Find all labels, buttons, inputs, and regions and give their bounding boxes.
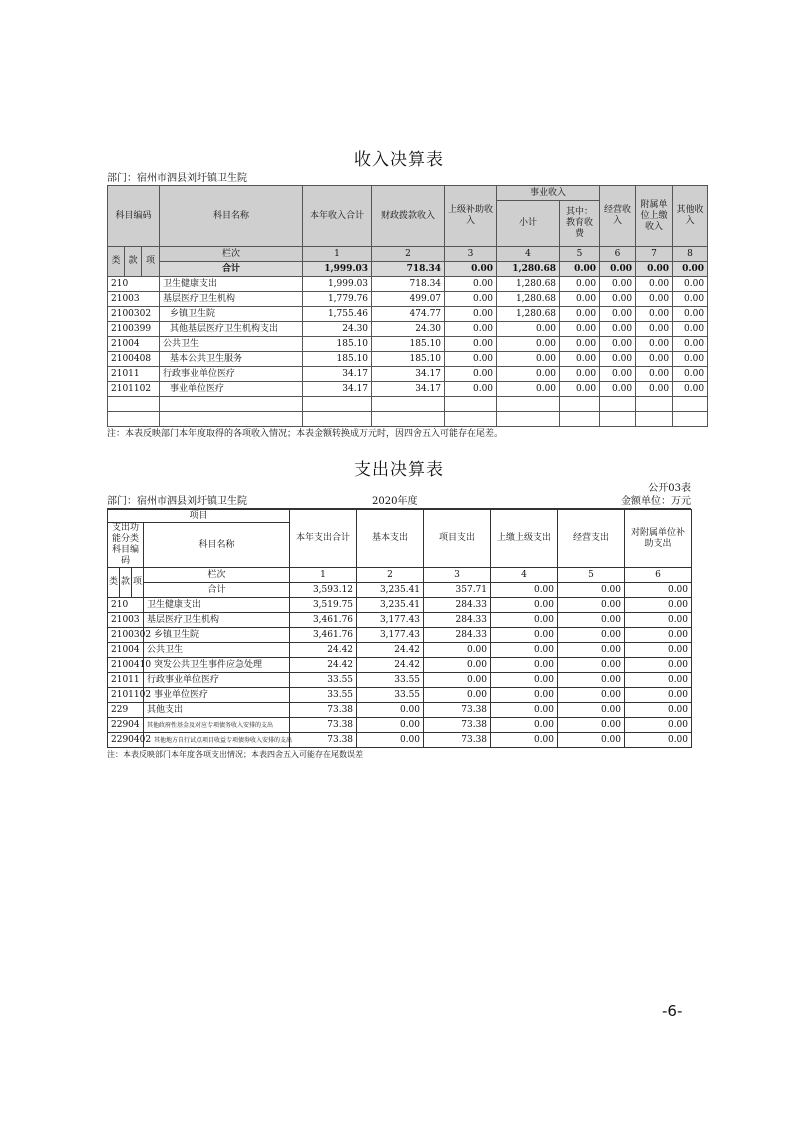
value-cell: 0.00: [497, 352, 560, 367]
value-cell: 0.00: [636, 322, 673, 337]
subject-code: 21004: [108, 643, 144, 658]
page-number: -6-: [662, 1002, 683, 1020]
value-cell: 73.38: [424, 718, 491, 733]
table-row: [108, 277, 708, 292]
hdr-fiscal: 财政拨款收入: [372, 186, 445, 247]
value-cell: 34.17: [303, 382, 372, 397]
subject-name: 乡镇卫生院: [144, 628, 290, 643]
value-cell: 73.38: [424, 703, 491, 718]
value-cell: 0.00: [558, 718, 625, 733]
value-cell: 0.00: [636, 382, 673, 397]
hdr-affiliated: 附属单位上缴收入: [636, 186, 673, 247]
total-cell: 1,280.68: [497, 262, 560, 277]
value-cell: 0.00: [636, 337, 673, 352]
expense-dept: 部门：宿州市泗县刘圩镇卫生院: [107, 496, 247, 507]
col-index: 4: [491, 568, 558, 583]
value-cell: 1,280.68: [497, 277, 560, 292]
subject-code: 22904: [108, 718, 144, 733]
subject-code: 2290402: [108, 733, 144, 748]
col-index: 1: [303, 247, 372, 262]
value-cell: 0.00: [497, 337, 560, 352]
subject-code: 2101102: [108, 382, 160, 397]
value-cell: 0.00: [673, 292, 708, 307]
value-cell: 3,461.76: [290, 613, 357, 628]
value-cell: 33.55: [357, 688, 424, 703]
subject-name: 其他基层医疗卫生机构支出: [160, 322, 303, 337]
expense-year: 2020年度: [372, 496, 418, 507]
table-row: [108, 613, 692, 628]
value-cell: 0.00: [491, 703, 558, 718]
table-row: [108, 598, 692, 613]
subject-code: 2101102: [108, 688, 144, 703]
subject-code: 21003: [108, 613, 144, 628]
hdr-func-code: 支出功能分类科目编码: [108, 523, 144, 568]
value-cell: 0.00: [600, 382, 636, 397]
value-cell: 0.00: [491, 673, 558, 688]
value-cell: 0.00: [600, 277, 636, 292]
subject-code: 210: [108, 598, 144, 613]
col-index: 2: [372, 247, 445, 262]
expense-title: 支出决算表: [354, 460, 444, 480]
value-cell: 1,755.46: [303, 307, 372, 322]
value-cell: 0.00: [636, 292, 673, 307]
col-index: 2: [357, 568, 424, 583]
value-cell: 0.00: [600, 337, 636, 352]
value-cell: 0.00: [625, 688, 692, 703]
value-cell: 0.00: [625, 643, 692, 658]
value-cell: 0.00: [491, 643, 558, 658]
income-table: [107, 185, 708, 427]
value-cell: 185.10: [372, 352, 445, 367]
value-cell: 0.00: [673, 382, 708, 397]
value-cell: 24.42: [290, 643, 357, 658]
value-cell: 34.17: [303, 367, 372, 382]
value-cell: 0.00: [560, 352, 600, 367]
expense-table: [107, 509, 692, 748]
value-cell: 33.55: [357, 673, 424, 688]
subject-name: 卫生健康支出: [160, 277, 303, 292]
expense-note: 注：本表反映部门本年度各项支出情况；本表四舍五入可能存在尾数误差: [107, 750, 363, 759]
subject-name: 基层医疗卫生机构: [144, 613, 290, 628]
hdr-exp-operating: 经营支出: [558, 510, 625, 568]
col-index: 3: [424, 568, 491, 583]
hdr-exp-affiliated: 对附属单位补助支出: [625, 510, 692, 568]
value-cell: 24.42: [357, 658, 424, 673]
table-row: [108, 307, 708, 322]
value-cell: 0.00: [558, 703, 625, 718]
subject-name: 突发公共卫生事件应急处理: [144, 658, 290, 673]
subject-name: 其他支出: [144, 703, 290, 718]
hdr-business-income: 事业收入: [497, 186, 600, 201]
income-dept: 部门：宿州市泗县刘圩镇卫生院: [107, 173, 247, 184]
subject-name: 基本公共卫生服务: [160, 352, 303, 367]
value-cell: 24.30: [303, 322, 372, 337]
subject-code: 21011: [108, 367, 160, 382]
value-cell: 0.00: [491, 718, 558, 733]
total-cell: 0.00: [673, 262, 708, 277]
hdr-other: 其他收入: [673, 186, 708, 247]
value-cell: 0.00: [558, 628, 625, 643]
subject-name: 公共卫生: [144, 643, 290, 658]
value-cell: 0.00: [625, 628, 692, 643]
col-index: 7: [636, 247, 673, 262]
value-cell: 34.17: [372, 367, 445, 382]
value-cell: 0.00: [558, 658, 625, 673]
value-cell: 0.00: [445, 307, 497, 322]
subject-code: 21003: [108, 292, 160, 307]
value-cell: 1,280.68: [497, 292, 560, 307]
value-cell: 0.00: [491, 613, 558, 628]
table-row: [108, 628, 692, 643]
subject-name: 卫生健康支出: [144, 598, 290, 613]
value-cell: 0.00: [491, 733, 558, 748]
hdr-operating: 经营收入: [600, 186, 636, 247]
value-cell: 0.00: [600, 292, 636, 307]
value-cell: 0.00: [673, 337, 708, 352]
total-cell: 0.00: [636, 262, 673, 277]
hdr-superior: 上级补助收入: [445, 186, 497, 247]
total-cell: 3,235.41: [357, 583, 424, 598]
hdr-total-income: 本年收入合计: [303, 186, 372, 247]
table-row: [108, 658, 692, 673]
value-cell: 0.00: [560, 382, 600, 397]
value-cell: 24.42: [290, 658, 357, 673]
total-cell: 0.00: [625, 583, 692, 598]
value-cell: 73.38: [424, 733, 491, 748]
value-cell: 0.00: [625, 733, 692, 748]
value-cell: 3,461.76: [290, 628, 357, 643]
value-cell: 0.00: [445, 382, 497, 397]
value-cell: 0.00: [636, 307, 673, 322]
income-statement: [107, 148, 705, 441]
subject-name: 事业单位医疗: [144, 688, 290, 703]
value-cell: 0.00: [424, 673, 491, 688]
total-cell: 718.34: [372, 262, 445, 277]
table-row: [108, 292, 708, 307]
subject-code: 2100399: [108, 322, 160, 337]
value-cell: 0.00: [497, 322, 560, 337]
hdr-xiang: 项: [142, 247, 160, 277]
table-row: [108, 703, 692, 718]
value-cell: 0.00: [558, 613, 625, 628]
value-cell: 33.55: [290, 673, 357, 688]
table-row: [108, 337, 708, 352]
hdr-subject-code: 科目编码: [108, 186, 160, 247]
value-cell: 499.07: [372, 292, 445, 307]
total-cell: 1,999.03: [303, 262, 372, 277]
value-cell: 0.00: [560, 367, 600, 382]
value-cell: 0.00: [558, 643, 625, 658]
value-cell: 0.00: [497, 367, 560, 382]
value-cell: 0.00: [600, 322, 636, 337]
value-cell: 185.10: [372, 337, 445, 352]
value-cell: 284.33: [424, 613, 491, 628]
col-index: 6: [600, 247, 636, 262]
value-cell: 0.00: [560, 307, 600, 322]
value-cell: 3,235.41: [357, 598, 424, 613]
value-cell: 0.00: [560, 337, 600, 352]
value-cell: 0.00: [673, 352, 708, 367]
value-cell: 0.00: [673, 307, 708, 322]
hdr-kuan: 款: [120, 568, 132, 598]
subject-code: 2100302: [108, 628, 144, 643]
value-cell: 0.00: [445, 322, 497, 337]
hdr-lei: 类: [108, 247, 125, 277]
subject-name: 基层医疗卫生机构: [160, 292, 303, 307]
expense-statement: [107, 458, 691, 762]
value-cell: 0.00: [673, 277, 708, 292]
value-cell: 0.00: [625, 673, 692, 688]
value-cell: 0.00: [625, 613, 692, 628]
value-cell: 0.00: [558, 598, 625, 613]
value-cell: 1,779.76: [303, 292, 372, 307]
col-index: 4: [497, 247, 560, 262]
subject-name: 事业单位医疗: [160, 382, 303, 397]
subject-name: 乡镇卫生院: [160, 307, 303, 322]
value-cell: 0.00: [491, 628, 558, 643]
table-row: [108, 733, 692, 748]
income-title: 收入决算表: [354, 150, 444, 170]
total-cell: 3,593.12: [290, 583, 357, 598]
total-cell: 0.00: [491, 583, 558, 598]
value-cell: 34.17: [372, 382, 445, 397]
value-cell: 0.00: [357, 718, 424, 733]
total-cell: 0.00: [445, 262, 497, 277]
table-row: [108, 718, 692, 733]
total-cell: 0.00: [560, 262, 600, 277]
hdr-kuan: 款: [125, 247, 142, 277]
total-label: 合计: [160, 262, 303, 277]
hdr-exp-subject-name: 科目名称: [144, 523, 290, 568]
value-cell: 0.00: [625, 598, 692, 613]
value-cell: 1,999.03: [303, 277, 372, 292]
value-cell: 0.00: [491, 688, 558, 703]
hdr-project-exp: 项目支出: [424, 510, 491, 568]
value-cell: 0.00: [357, 733, 424, 748]
value-cell: 0.00: [673, 367, 708, 382]
value-cell: 0.00: [558, 688, 625, 703]
subject-code: 2100302: [108, 307, 160, 322]
hdr-exp-total: 本年支出合计: [290, 510, 357, 568]
expense-form-no: 公开03表: [648, 483, 691, 494]
subject-name: 行政事业单位医疗: [160, 367, 303, 382]
table-row: [108, 643, 692, 658]
value-cell: 0.00: [600, 352, 636, 367]
subject-code: 229: [108, 703, 144, 718]
value-cell: 0.00: [491, 658, 558, 673]
value-cell: 73.38: [290, 718, 357, 733]
income-note: 注：本表反映部门本年度取得的各项收入情况；本表金额转换成万元时，因四舍五入可能存在尾差。: [107, 429, 504, 439]
hdr-subject-name: 科目名称: [160, 186, 303, 247]
subject-code: 21011: [108, 673, 144, 688]
value-cell: 3,519.75: [290, 598, 357, 613]
value-cell: 284.33: [424, 628, 491, 643]
value-cell: 0.00: [357, 703, 424, 718]
total-cell: 357.71: [424, 583, 491, 598]
hdr-lanci: 栏次: [160, 247, 303, 262]
value-cell: 0.00: [445, 352, 497, 367]
value-cell: 0.00: [445, 292, 497, 307]
col-index: 5: [560, 247, 600, 262]
hdr-exp-superior: 上缴上级支出: [491, 510, 558, 568]
table-row: [108, 382, 708, 397]
value-cell: 1,280.68: [497, 307, 560, 322]
value-cell: 0.00: [424, 688, 491, 703]
value-cell: 73.38: [290, 703, 357, 718]
value-cell: 3,177.43: [357, 628, 424, 643]
col-index: 3: [445, 247, 497, 262]
subject-name: 公共卫生: [160, 337, 303, 352]
hdr-education: 其中：教育收费: [560, 201, 600, 247]
total-label: 合计: [144, 583, 290, 598]
value-cell: 0.00: [424, 658, 491, 673]
value-cell: 0.00: [560, 292, 600, 307]
value-cell: 3,177.43: [357, 613, 424, 628]
value-cell: 0.00: [445, 367, 497, 382]
value-cell: 0.00: [625, 703, 692, 718]
col-index: 8: [673, 247, 708, 262]
hdr-subtotal: 小计: [497, 201, 560, 247]
value-cell: 0.00: [600, 367, 636, 382]
total-cell: 0.00: [558, 583, 625, 598]
value-cell: 0.00: [625, 718, 692, 733]
col-index: 1: [290, 568, 357, 583]
value-cell: 0.00: [560, 277, 600, 292]
expense-unit: 金额单位：万元: [621, 496, 691, 507]
table-row: [108, 367, 708, 382]
value-cell: 0.00: [636, 277, 673, 292]
subject-code: 210: [108, 277, 160, 292]
hdr-lei: 类: [108, 568, 120, 598]
hdr-basic: 基本支出: [357, 510, 424, 568]
value-cell: 0.00: [600, 307, 636, 322]
value-cell: 185.10: [303, 352, 372, 367]
value-cell: 0.00: [636, 367, 673, 382]
col-index: 5: [558, 568, 625, 583]
table-row: [108, 673, 692, 688]
total-cell: 0.00: [600, 262, 636, 277]
value-cell: 0.00: [445, 277, 497, 292]
subject-name: 其他政府性基金及对应专项债务收入安排的支出: [144, 718, 290, 733]
value-cell: 185.10: [303, 337, 372, 352]
value-cell: 0.00: [636, 352, 673, 367]
value-cell: 718.34: [372, 277, 445, 292]
value-cell: 0.00: [497, 382, 560, 397]
table-row: [108, 688, 692, 703]
subject-name: 其他地方自行试点项目收益专项债券收入安排的支出: [144, 733, 290, 748]
value-cell: 24.42: [357, 643, 424, 658]
table-row: [108, 322, 708, 337]
value-cell: 0.00: [673, 322, 708, 337]
value-cell: 33.55: [290, 688, 357, 703]
value-cell: 0.00: [445, 337, 497, 352]
col-index: 6: [625, 568, 692, 583]
value-cell: 0.00: [424, 643, 491, 658]
value-cell: 0.00: [560, 322, 600, 337]
subject-code: 2100410: [108, 658, 144, 673]
hdr-project: 项目: [108, 510, 290, 523]
subject-code: 2100408: [108, 352, 160, 367]
subject-name: 行政事业单位医疗: [144, 673, 290, 688]
value-cell: 0.00: [625, 658, 692, 673]
value-cell: 0.00: [491, 598, 558, 613]
value-cell: 284.33: [424, 598, 491, 613]
value-cell: 0.00: [558, 673, 625, 688]
value-cell: 73.38: [290, 733, 357, 748]
value-cell: 474.77: [372, 307, 445, 322]
hdr-lanci: 栏次: [144, 568, 290, 583]
table-row: [108, 352, 708, 367]
value-cell: 0.00: [558, 733, 625, 748]
value-cell: 24.30: [372, 322, 445, 337]
subject-code: 21004: [108, 337, 160, 352]
hdr-xiang: 项: [132, 568, 144, 598]
